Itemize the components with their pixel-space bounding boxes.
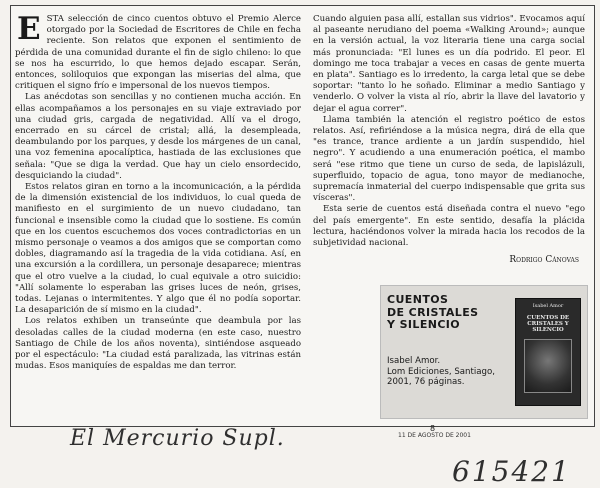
paragraph-2: Las anécdotas son sencillas y no contienen mucha acción. En ellas acompañamos a los personajes en su viaje extraviado por una ciudad gris, cargada de negatividad. Allí va el drogo, encerrado en su cárcel de cristal; allá, la desempleada, deambulando por los parques, y desde los márgenes de un canal, una voz femenina apocalíptica, hastiada de las exclusiones que señala: "Que se diga la verdad. Que hay un cielo ensordecido, desquiciando la ciudad". [15,92,301,181]
book-title [387,294,507,332]
book-title-line-3: Y SILENCIO [387,318,461,331]
author-signature: Rodrigo Cánovas [509,255,579,266]
book-details [387,356,513,388]
handwritten-number: 615421 [452,455,571,488]
paragraph-3: Estos relatos giran en torno a la incomunicación, a la pérdida de la dimensión existencial de los individuos, lo cual queda de manifiesto en el surgimiento de un nuevo ciudadano, tan funcional e insensible como la ciudad que lo sostiene. Es común que en los cuentos escuchemos dos voces contradictorias en un mismo personaje o veamos a dos amigos que se comportan como dobles, diagramando así la tragedia de la vida cotidiana. Así, en una excursión a la cordillera, un personaje desaparece; mientras que el otro vuelve a la ciudad, lo cual equivale a otro suicidio: "Allí solamente lo esperaban las grises luces de neón, grises, todas. Lejanas o intermitentes. Y algo que él no podía soportar. La desaparición de sí mismo en la ciudad". [15,182,301,316]
paragraph-1 [15,11,301,92]
cover-art [524,339,572,393]
book-author: Isabel Amor. [387,356,441,366]
paragraph-5: Cuando alguien pasa allí, estallan sus vidrios". Evocamos aquí al paseante nerudiano del poema «Walking Around»; aunque en la versión actual, la voz literaria tiene una carga social más pronunciada: "El lunes es un día podrido. El peor. El domingo me toca trabajar a veces en casas de gente muerta en plata". Santiago es lo irredento, la carga letal que se debe soportar: "tanto lo he soñado. Eliminar a medio Santiago y venderlo. O volver la vista al río, abrir la llave del lavatorio y dejar el agua correr". [313,14,585,114]
cover-author: Isabel Amor [532,303,564,309]
paragraph-6: Llama también la atención el registro poético de estos relatos. Así, refiriéndose a la música negra, dirá de ella que "es trance, trance ardiente a un jardín suspendido, hiel negro". Y acudiendo a una enumeración poética, el mambo será "ese ritmo que tiene un curso de seda, de lapislázuli, superfluido, topacio de agua, tono mayor de medianoche, supremacía inmaterial del cuerpo indispensable que grita sus vísceras". [313,114,585,204]
handwritten-source: El Mercurio Supl. [70,426,285,451]
book-publisher: Lom Ediciones, Santiago, [387,366,495,377]
drop-cap: E [17,11,41,47]
paragraph-4: Los relatos exhiben un transeúnte que deambula por las desoladas calles de la ciudad moderna (en este caso, nuestro Santiago de Chile de los años noventa), sintiéndose asqueado por el espectáculo: "La ciudad está paralizada, las vitrinas están mudas. Esos maniquíes de espaldas me dan terror. [15,316,301,372]
page-number: 8 [430,424,436,433]
book-info-box [380,285,588,419]
right-column [313,14,585,266]
issue-date: 11 DE AGOSTO DE 2001 [398,432,471,439]
paragraph-1-text: STA selección de cinco cuentos obtuvo el Premio Alerce otorgado por la Sociedad de Escritores de Chile en fecha reciente. Son relatos que exponen el sentimiento de pérdida de una comunidad durante el fin de siglo chileno: lo que se nos ha escurrido, lo que hemos dejado escapar. Serán, entonces, soliloquios que expongan las miserias del alma, que critiquen el signo frío e impersonal de los nuevos tiempos. [15,14,301,92]
book-cover-image [515,298,581,406]
book-title-line-1: CUENTOS [387,293,449,306]
book-pages: 2001, 76 páginas. [387,377,465,388]
paragraph-7: Esta serie de cuentos está diseñada contra el nuevo "ego del país emergente". En este sentido, desafía la plácida lectura, haciéndonos volver la mirada hacia los recodos de la subjetividad nacional. [313,204,585,249]
left-column [15,11,301,373]
cover-title: CUENTOS DE CRISTALES Y SILENCIO [526,315,570,334]
book-title-line-2: DE CRISTALES [387,305,479,319]
